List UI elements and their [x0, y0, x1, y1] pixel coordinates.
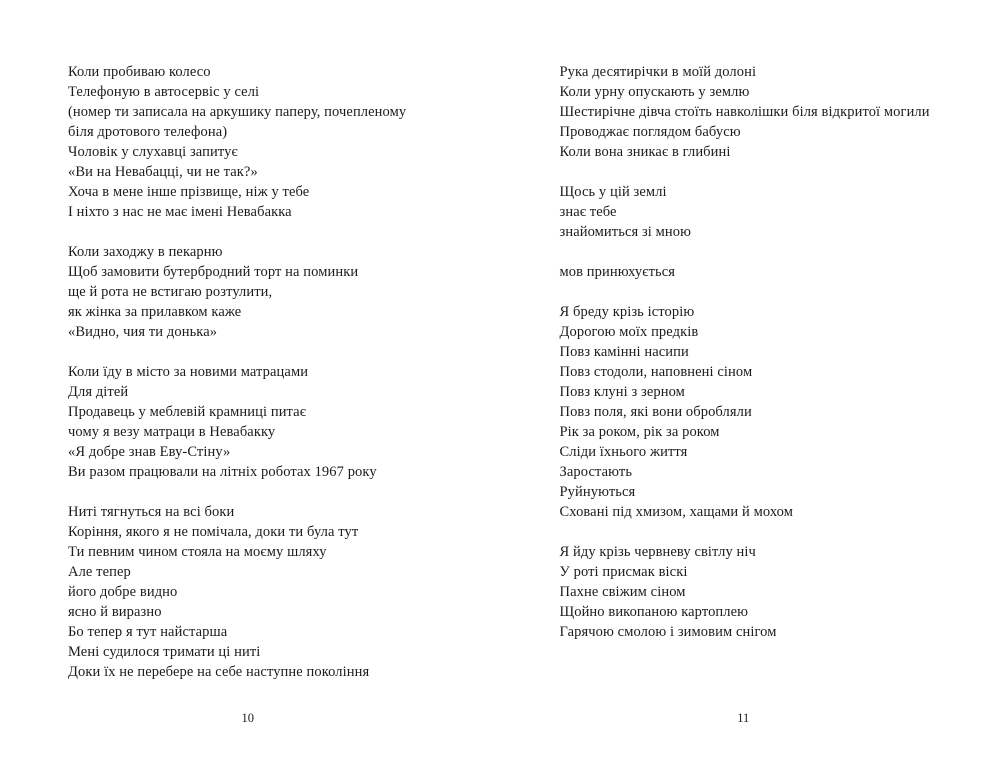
poem-line: Коріння, якого я не помічала, доки ти була тут: [68, 524, 359, 540]
poem-line: Ви разом працювали на літніх роботах 1967 року: [68, 464, 377, 480]
poem-line: Чоловік у слухавці запитує: [68, 144, 238, 160]
poem-line: Коли урну опускають у землю: [559, 84, 750, 100]
poem-line: Сліди їхнього життя: [559, 444, 688, 460]
poem-line: [68, 342, 406, 362]
poem-line: Повз камінні насипи: [559, 344, 689, 360]
poem-line: У роті присмак віскі: [559, 564, 688, 580]
page-number-left: 10: [241, 711, 254, 725]
poem-line: мов принюхується: [559, 264, 676, 280]
poem-line: ще й рота не встигаю розтулити,: [68, 284, 273, 300]
poem-line: Щоб замовити бутербродний торт на поминки: [68, 264, 359, 280]
poem-line: Рука десятирічки в моїй долоні: [559, 64, 757, 80]
poem-line: Коли заходжу в пекарню: [68, 244, 223, 260]
poem-line: Заростають: [559, 464, 633, 480]
poem-line: як жінка за прилавком каже: [68, 304, 242, 320]
poem-line: Хоча в мене інше прізвище, ніж у тебе: [68, 184, 310, 200]
poem-line: Продавець у меблевій крамниці питає: [68, 404, 307, 420]
poem-line: його добре видно: [68, 584, 178, 600]
poem-line: Повз стодоли, наповнені сіном: [559, 364, 753, 380]
poem-line: Я бреду крізь історію: [559, 304, 695, 320]
poem-line: (номер ти записала на аркушику паперу, почепленому: [68, 104, 407, 120]
poem-line: Гарячою смолою і зимовим снігом: [559, 624, 777, 640]
poem-text-right: [560, 62, 930, 642]
poem-line: Бо тепер я тут найстарша: [68, 624, 228, 640]
page-right: [496, 0, 991, 762]
poem-line: «Ви на Невабацці, чи не так?»: [68, 164, 258, 180]
poem-line: Сховані під хмизом, хащами й мохом: [559, 504, 793, 520]
poem-line: Щось у цій землі: [559, 184, 667, 200]
poem-line: Дорогою моїх предків: [559, 324, 699, 340]
poem-line: І ніхто з нас не має імені Невабакка: [68, 204, 292, 220]
poem-line: Щойно викопаною картоплею: [559, 604, 749, 620]
poem-line: Шестирічне дівча стоїть навколішки біля відкритої могили: [559, 104, 930, 120]
poem-line: [560, 162, 930, 182]
poem-line: Телефоную в автосервіс у селі: [68, 84, 260, 100]
page-number-right: 11: [737, 711, 750, 725]
poem-line: «Я добре знав Еву-Стіну»: [68, 444, 231, 460]
poem-line: [68, 482, 406, 502]
poem-line: Доки їх не перебере на себе наступне покоління: [68, 664, 370, 680]
poem-line: чому я везу матраци в Невабакку: [68, 424, 276, 440]
poem-line: [560, 242, 930, 262]
poem-line: Мені судилося тримати ці ниті: [68, 644, 261, 660]
poem-line: ясно й виразно: [68, 604, 162, 620]
poem-line: Я йду крізь червневу світлу ніч: [559, 544, 756, 560]
poem-line: біля дротового телефона): [68, 124, 228, 140]
poem-line: [560, 522, 930, 542]
poem-line: Для дітей: [68, 384, 129, 400]
poem-text-left: [68, 62, 406, 682]
poem-line: Коли пробиваю колесо: [68, 64, 211, 80]
poem-line: знає тебе: [559, 204, 617, 220]
poem-line: Пахне свіжим сіном: [559, 584, 686, 600]
poem-line: Коли їду в місто за новими матрацами: [68, 364, 309, 380]
poem-line: Рік за роком, рік за роком: [559, 424, 720, 440]
poem-line: Коли вона зникає в глибині: [559, 144, 731, 160]
poem-line: Повз поля, які вони обробляли: [559, 404, 752, 420]
poem-line: [68, 222, 406, 242]
poem-line: Ти певним чином стояла на моєму шляху: [68, 544, 327, 560]
poem-line: Повз клуні з зерном: [559, 384, 685, 400]
poem-line: «Видно, чия ти донька»: [68, 324, 218, 340]
poem-line: Але тепер: [68, 564, 131, 580]
poem-line: знайомиться зі мною: [559, 224, 692, 240]
poem-line: Ниті тягнуться на всі боки: [68, 504, 235, 520]
poem-line: [560, 282, 930, 302]
poem-line: Проводжає поглядом бабусю: [559, 124, 741, 140]
poem-line: Руйнуються: [559, 484, 636, 500]
